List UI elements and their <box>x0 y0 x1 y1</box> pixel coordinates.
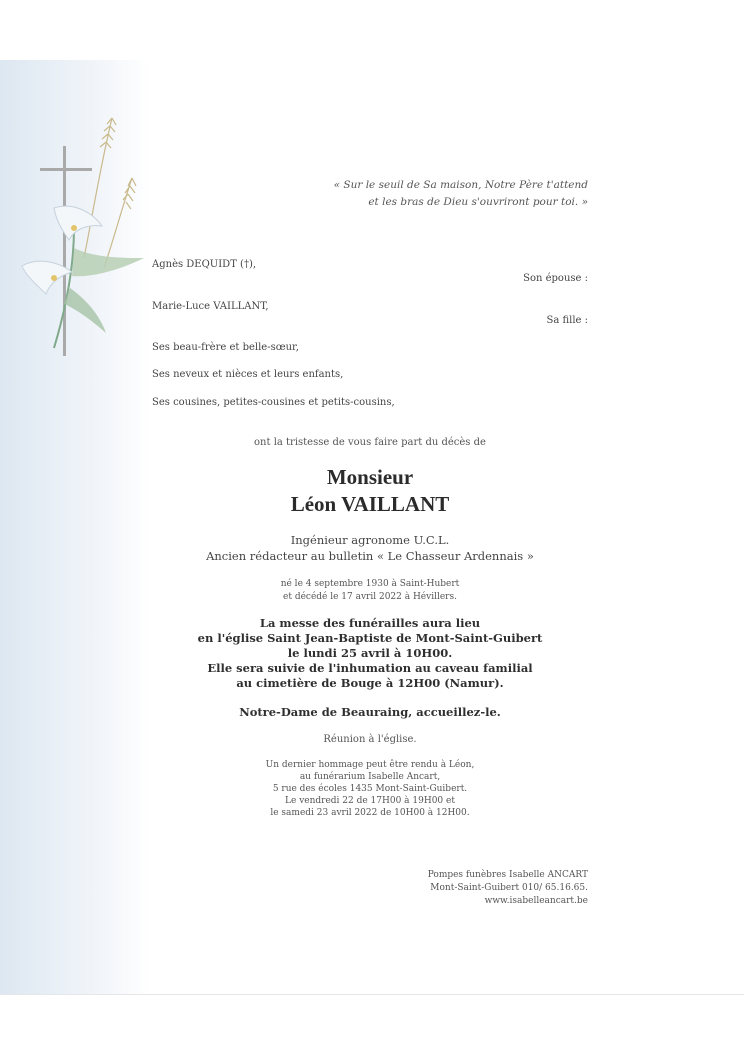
lily-icon <box>22 206 144 348</box>
funeral-line: le lundi 25 avril à 10H00. <box>287 646 453 660</box>
nephews-line: Ses neveux et nièces et leurs enfants, <box>152 369 344 380</box>
page-edge-line <box>0 994 744 995</box>
hommage-line: Le vendredi 22 de 17H00 à 19H00 et <box>285 796 455 806</box>
cross-icon <box>40 146 92 356</box>
spouse-role: Son épouse : <box>523 273 588 284</box>
quote-line: « Sur le seuil de Sa maison, Notre Père t'attend <box>333 179 588 191</box>
daughter-name: Marie-Luce VAILLANT, <box>152 301 269 312</box>
wheat-icon <box>84 118 136 268</box>
funeral-line: en l'église Saint Jean-Baptiste de Mont-Saint-Guibert <box>197 631 543 645</box>
hommage-block <box>152 759 588 819</box>
opening-quote <box>228 177 588 211</box>
deceased-name: Léon VAILLANT <box>290 492 450 516</box>
funeral-block <box>152 616 588 691</box>
daughter-role: Sa fille : <box>546 315 588 326</box>
cousins-line: Ses cousines, petites-cousines et petits-cousins, <box>152 397 395 408</box>
quote-line: et les bras de Dieu s'ouvriront pour toi. » <box>368 196 588 208</box>
undertaker-block <box>428 869 588 908</box>
prayer-line: Notre-Dame de Beauraing, accueillez-le. <box>239 705 501 719</box>
profession-line: Ingénieur agronome U.C.L. <box>290 533 450 547</box>
profession-block <box>152 532 588 564</box>
spouse-name: Agnès DEQUIDT (†), <box>152 259 257 270</box>
undertaker-phone: Mont-Saint-Guibert 010/ 65.16.65. <box>430 883 588 893</box>
cross-lily-decoration <box>14 108 164 368</box>
in-laws-line: Ses beau-frère et belle-sœur, <box>152 342 299 353</box>
funeral-line: La messe des funérailles aura lieu <box>259 616 481 630</box>
hommage-line: le samedi 23 avril 2022 de 10H00 à 12H00. <box>270 808 470 818</box>
hommage-line: Un dernier hommage peut être rendu à Léon, <box>265 760 475 770</box>
meeting-line: Réunion à l'église. <box>323 734 417 745</box>
birth-line: né le 4 septembre 1930 à Saint-Hubert <box>280 579 460 589</box>
dates-block <box>152 578 588 604</box>
announcement-text: ont la tristesse de vous faire part du décès de <box>254 437 486 448</box>
profession-line: Ancien rédacteur au bulletin « Le Chasseur Ardennais » <box>206 549 534 563</box>
salutation: Monsieur <box>326 465 414 489</box>
undertaker-website: www.isabelleancart.be <box>484 896 588 906</box>
undertaker-name: Pompes funèbres Isabelle ANCART <box>427 870 588 880</box>
hommage-line: 5 rue des écoles 1435 Mont-Saint-Guibert. <box>272 784 468 794</box>
death-line: et décédé le 17 avril 2022 à Hévillers. <box>283 592 457 602</box>
deceased-title <box>152 464 588 518</box>
funeral-line: Elle sera suivie de l'inhumation au caveau familial <box>207 661 533 675</box>
hommage-line: au funérarium Isabelle Ancart, <box>299 772 441 782</box>
funeral-line: au cimetière de Bouge à 12H00 (Namur). <box>236 676 504 690</box>
